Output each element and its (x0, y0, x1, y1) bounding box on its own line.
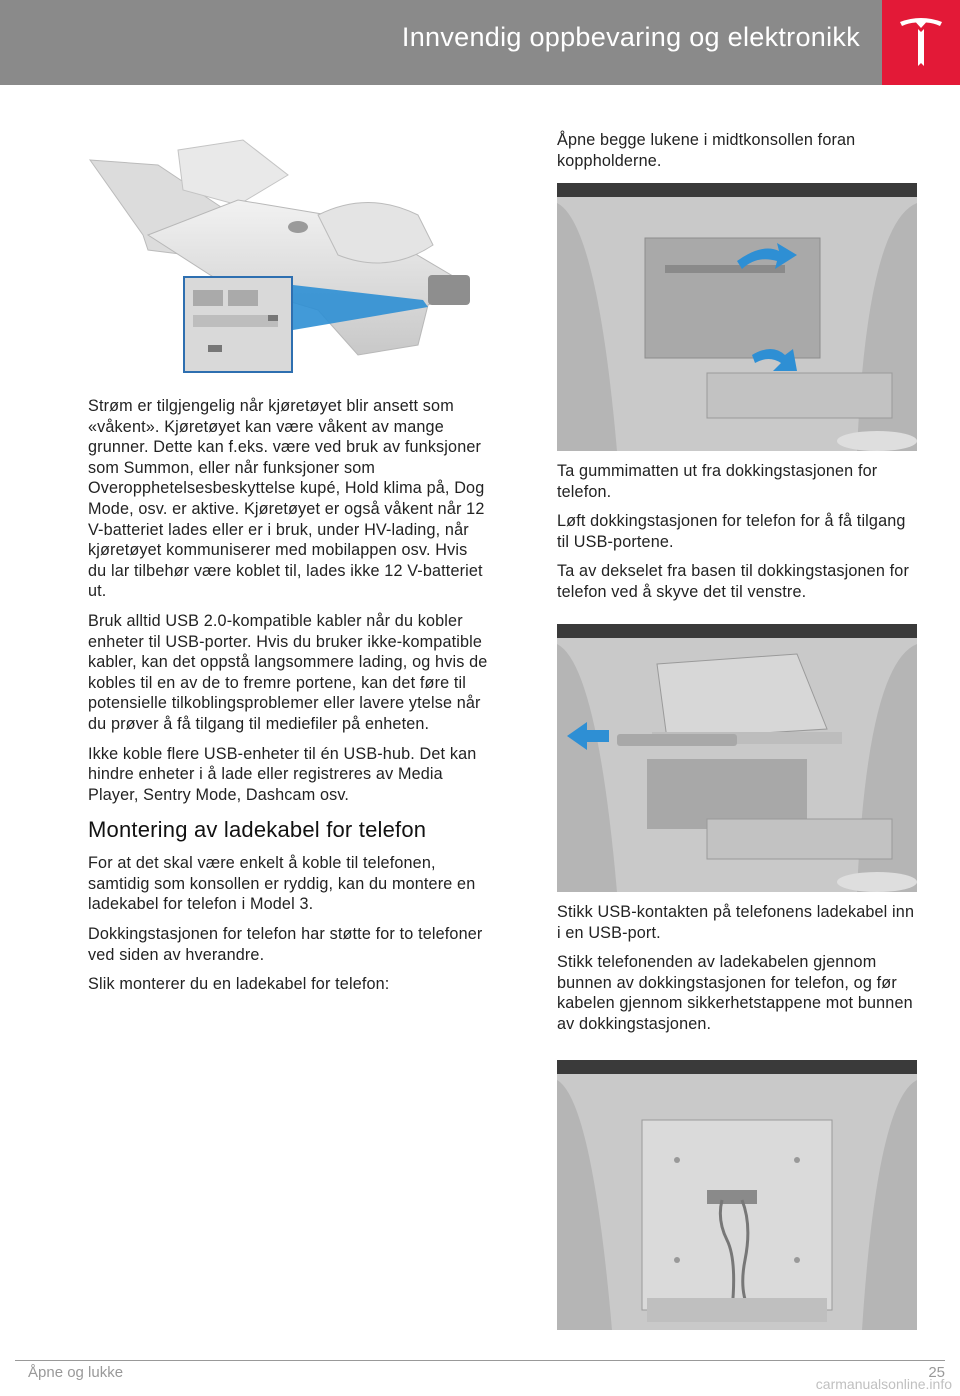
paragraph-two-phones: Dokkingstasjonen for telefon har støtte for to telefoner ved siden av hverandre. (88, 925, 483, 964)
header-bar (0, 0, 960, 85)
open-lids-figure (557, 183, 917, 451)
section-heading: Montering av ladekabel for telefon (88, 817, 427, 843)
right-block-2 (557, 461, 917, 612)
paragraph-usb-cables: Bruk alltid USB 2.0-kompatible kabler når du kobler enheter til USB-porter. Hvis du bruker ikke-kompatible kabler, kan det oppstå langsommere lading, og hvis de kobles til en av de to fremre portene, kan det føre til potensielle tilkoblingsproblemer eller lavere ytelse når du prøver å få tilgang til mediefiler på enheten. (88, 611, 488, 733)
step-remove-mat: Ta gummimatten ut fra dokkingstasjonen for telefon. (557, 462, 878, 501)
step-open-lids: Åpne begge lukene i midtkonsollen foran koppholderne. (557, 131, 856, 170)
cable-routing-figure (557, 1060, 917, 1330)
step-lift-dock: Løft dokkingstasjonen for telefon for å få tilgang til USB-portene. (557, 512, 906, 551)
step-remove-cover: Ta av dekselet fra basen til dokkingstasjonen for telefon ved å skyve det til venstre. (557, 562, 909, 601)
watermark: carmanualsonline.info (815, 1376, 952, 1392)
brand-logo-box (882, 0, 960, 85)
paragraph-how-to: Slik monterer du en ladekabel for telefon: (88, 975, 390, 994)
page-title: Innvendig oppbevaring og elektronikk (401, 22, 860, 52)
slide-cover-figure (557, 624, 917, 892)
left-column (88, 396, 488, 1004)
tesla-logo-icon (898, 16, 944, 68)
step-insert-usb: Stikk USB-kontakten på telefonens ladekabel inn i en USB-port. (557, 903, 915, 942)
right-block-1 (557, 130, 917, 180)
paragraph-wake-power: Strøm er tilgjengelig når kjøretøyet blir ansett som «våkent». Kjøretøyet kan være våkent av mange grunner. Dette kan f.eks. være ved bruk av funksjoner som Summon, eller når funksjoner som Overopphetelsesbeskyttelse kupé, Hold klima på, Dog Mode, osv. er aktive. Kjøretøyet er også våkent når 12 V-batteriet lades eller er i bruk, under HV-lading, når kjøretøyet kommuniserer med mobilappen osv. Hvis du lar tilbehør være koblet til, lades ikke 12 V-batteriet ut. (88, 397, 485, 601)
right-block-3 (557, 902, 917, 1044)
paragraph-usb-hub: Ikke koble flere USB-enheter til én USB-hub. Det kan hindre enheter i å lade eller registreres av Media Player, Sentry Mode, Dashcam osv. (88, 744, 477, 804)
footer-divider (15, 1360, 945, 1361)
footer-page-number: 25 (928, 1364, 945, 1381)
console-overview-figure (88, 135, 488, 375)
step-route-cable: Stikk telefonenden av ladekabelen gjennom bunnen av dokkingstasjonen for telefon, og før kabelen gjennom sikkerhetstappene mot bunnen av dokkingstasjonen. (557, 953, 913, 1033)
footer-section-name: Åpne og lukke (28, 1364, 124, 1381)
paragraph-mount-intro: For at det skal være enkelt å koble til telefonen, samtidig som konsollen er ryddig, kan du montere en ladekabel for telefon i Model 3. (88, 854, 476, 914)
